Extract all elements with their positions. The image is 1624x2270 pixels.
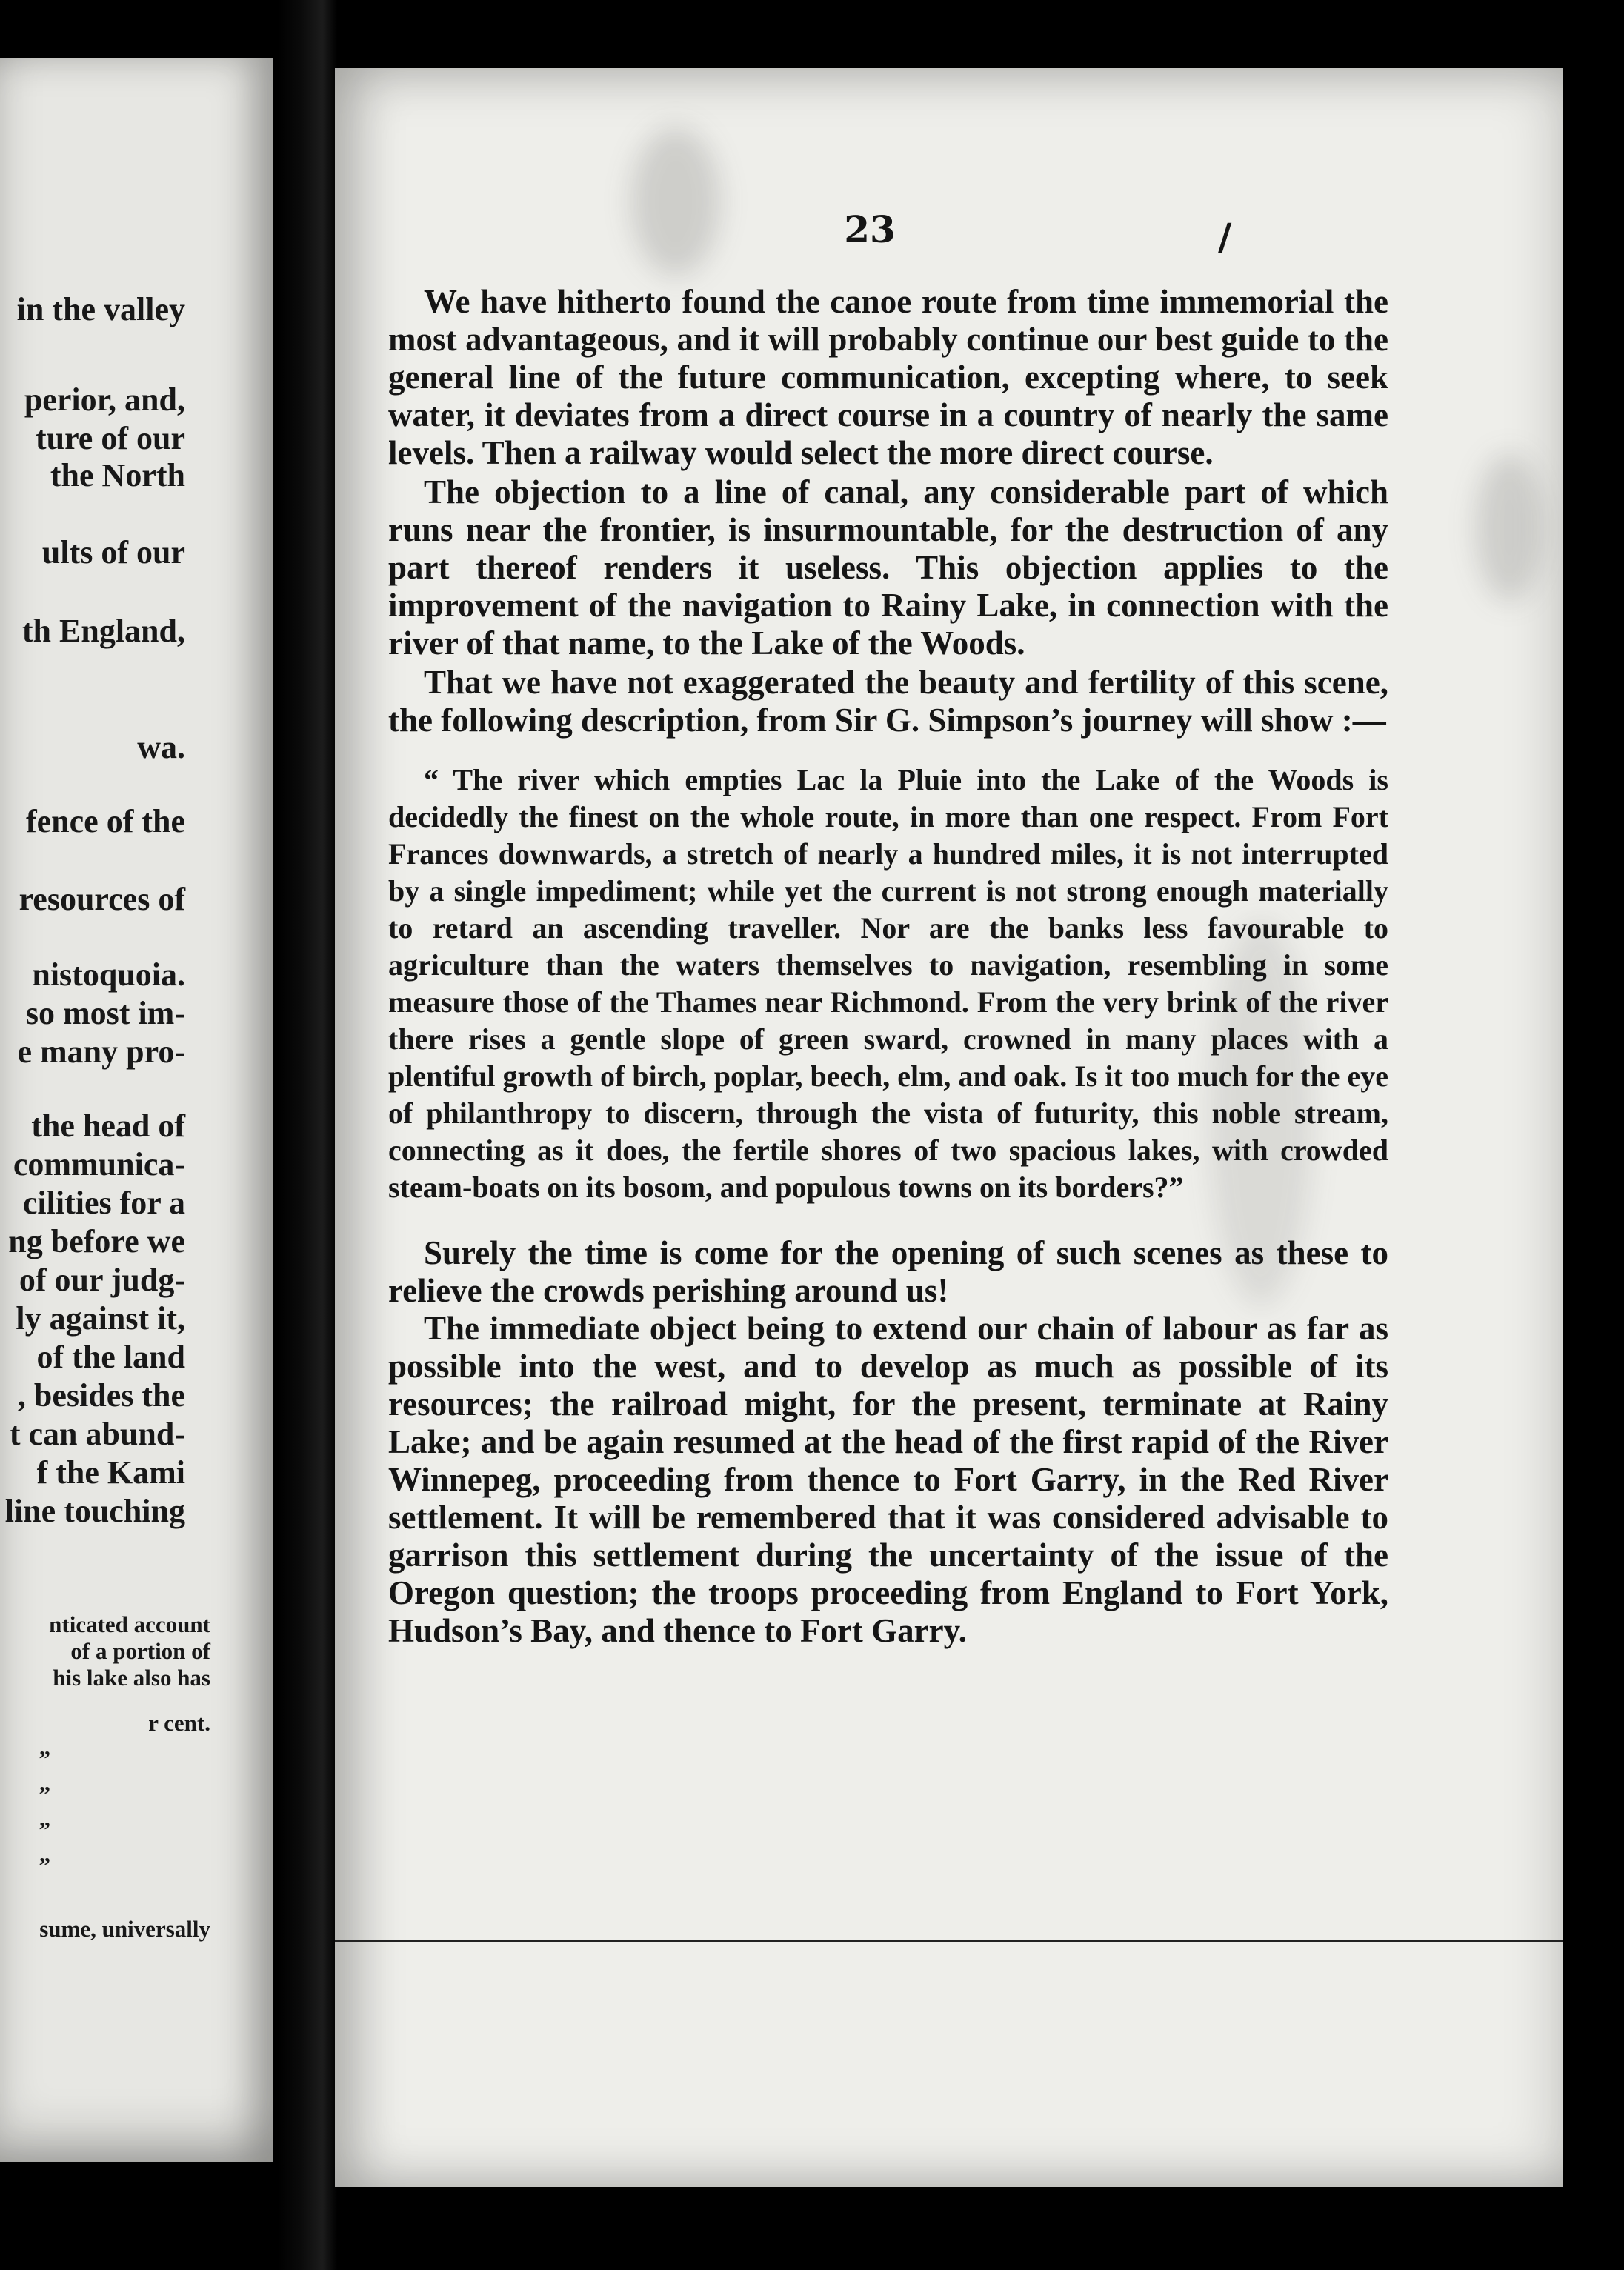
left-page-footnote: ” <box>39 1781 50 1807</box>
left-page-line: ly against it, <box>16 1300 185 1337</box>
left-page-line: perior, and, <box>24 382 185 418</box>
block-quote: “ The river which empties Lac la Pluie into the Lake of the Woods is decidedly the finest on the whole route, in more than one respect. From Fort Frances downwards, a stretch of nearly a hundred miles, it is not interrupted by a single impediment; while yet the current is not strong enough materially to retard an ascending traveller. Nor are the banks less favourable to agriculture than the waters themselves to navigation, resembling in some measure those of the Thames near Richmond. From the very brink of the river there rises a gentle slope of green sward, crowned in many places with a plentiful growth of birch, poplar, beech, elm, and oak. Is it too much for the eye of philanthropy to discern, through the vista of futurity, this noble stream, connecting as it does, the fertile shores of two spacious lakes, with crowded steam-boats on its bosom, and populous towns on its borders?” <box>388 763 1388 1204</box>
left-facing-page <box>0 58 273 2162</box>
left-page-footnote: sume, universally <box>39 1916 210 1942</box>
book-spine <box>278 0 337 2270</box>
paragraph: We have hitherto found the canoe route from time immemorial the most advantageous, and it will probably continue our best guide to the general line of the future communication, excepting where, to seek water, it deviates from a direct course in a country of nearly the same levels. Then a railway would select the more direct course. <box>388 283 1388 471</box>
left-page-line: communica- <box>13 1146 185 1182</box>
page-number: 23 <box>844 207 896 251</box>
corner-mark: / <box>1218 215 1232 259</box>
left-page-line: f the Kami <box>36 1454 185 1491</box>
left-page-line: wa. <box>137 729 185 765</box>
left-page-footnote: ” <box>39 1817 50 1843</box>
ink-smudge <box>631 127 720 276</box>
left-page-footnote: nticated account <box>49 1611 210 1637</box>
left-page-footnote: his lake also has <box>53 1665 210 1691</box>
left-page-line: t can abund- <box>9 1416 185 1452</box>
left-page-line: nistoquoia. <box>32 956 185 993</box>
left-page-footnote: r cent. <box>148 1710 210 1736</box>
paragraph: Surely the time is come for the opening of such scenes as these to relieve the crowds perishing around us! <box>388 1234 1388 1309</box>
left-page-footnote: of a portion of <box>70 1638 210 1664</box>
left-page-line: ults of our <box>41 534 185 570</box>
paragraph: The immediate object being to extend our chain of labour as far as possible into the west, and to develop as much as possible of its resources; the railroad might, for the present, terminate at Rainy Lake; and be again resumed at the head of the first rapid of the River Winnepeg, proceeding from thence to Fort Garry, in the Red River settlement. It will be remembered that it was considered advisable to garrison this settlement during the uncertainty of the issue of the Oregon question; the troops proceeding from England to Fort York, Hudson’s Bay, and thence to Fort Garry. <box>388 1310 1388 1649</box>
left-page-line: , besides the <box>17 1377 185 1414</box>
main-page <box>335 68 1563 2187</box>
left-page-footnote: ” <box>39 1745 50 1771</box>
left-page-line: cilities for a <box>22 1185 185 1221</box>
left-page-line: in the valley <box>16 291 185 327</box>
left-page-line: th England, <box>21 613 185 649</box>
left-page-line: of the land <box>36 1339 185 1375</box>
left-page-line: of our judg- <box>19 1262 185 1298</box>
left-page-line: fence of the <box>25 803 185 839</box>
left-page-line: ture of our <box>35 420 185 456</box>
left-page-line: resources of <box>19 881 185 917</box>
left-page-line: the North <box>50 457 185 493</box>
left-page-line: line touching <box>4 1493 185 1529</box>
left-page-footnote: ” <box>39 1852 50 1878</box>
left-page-line: e many pro- <box>17 1034 185 1070</box>
left-page-line: ng before we <box>8 1223 185 1259</box>
body-text <box>388 283 1388 1650</box>
scan-line-artifact <box>335 1940 1563 1942</box>
ink-smudge <box>1476 453 1543 602</box>
paragraph: The objection to a line of canal, any considerable part of which runs near the frontier, is insurmountable, for the destruction of any part thereof renders it useless. This objection applies to the improvement of the navigation to Rainy Lake, in connection with the river of that name, to the Lake of the Woods. <box>388 473 1388 662</box>
left-page-line: so most im- <box>25 995 185 1031</box>
left-page-line: the head of <box>31 1108 185 1144</box>
paragraph: That we have not exaggerated the beauty and fertility of this scene, the following description, from Sir G. Simpson’s journey will show :— <box>388 664 1388 739</box>
